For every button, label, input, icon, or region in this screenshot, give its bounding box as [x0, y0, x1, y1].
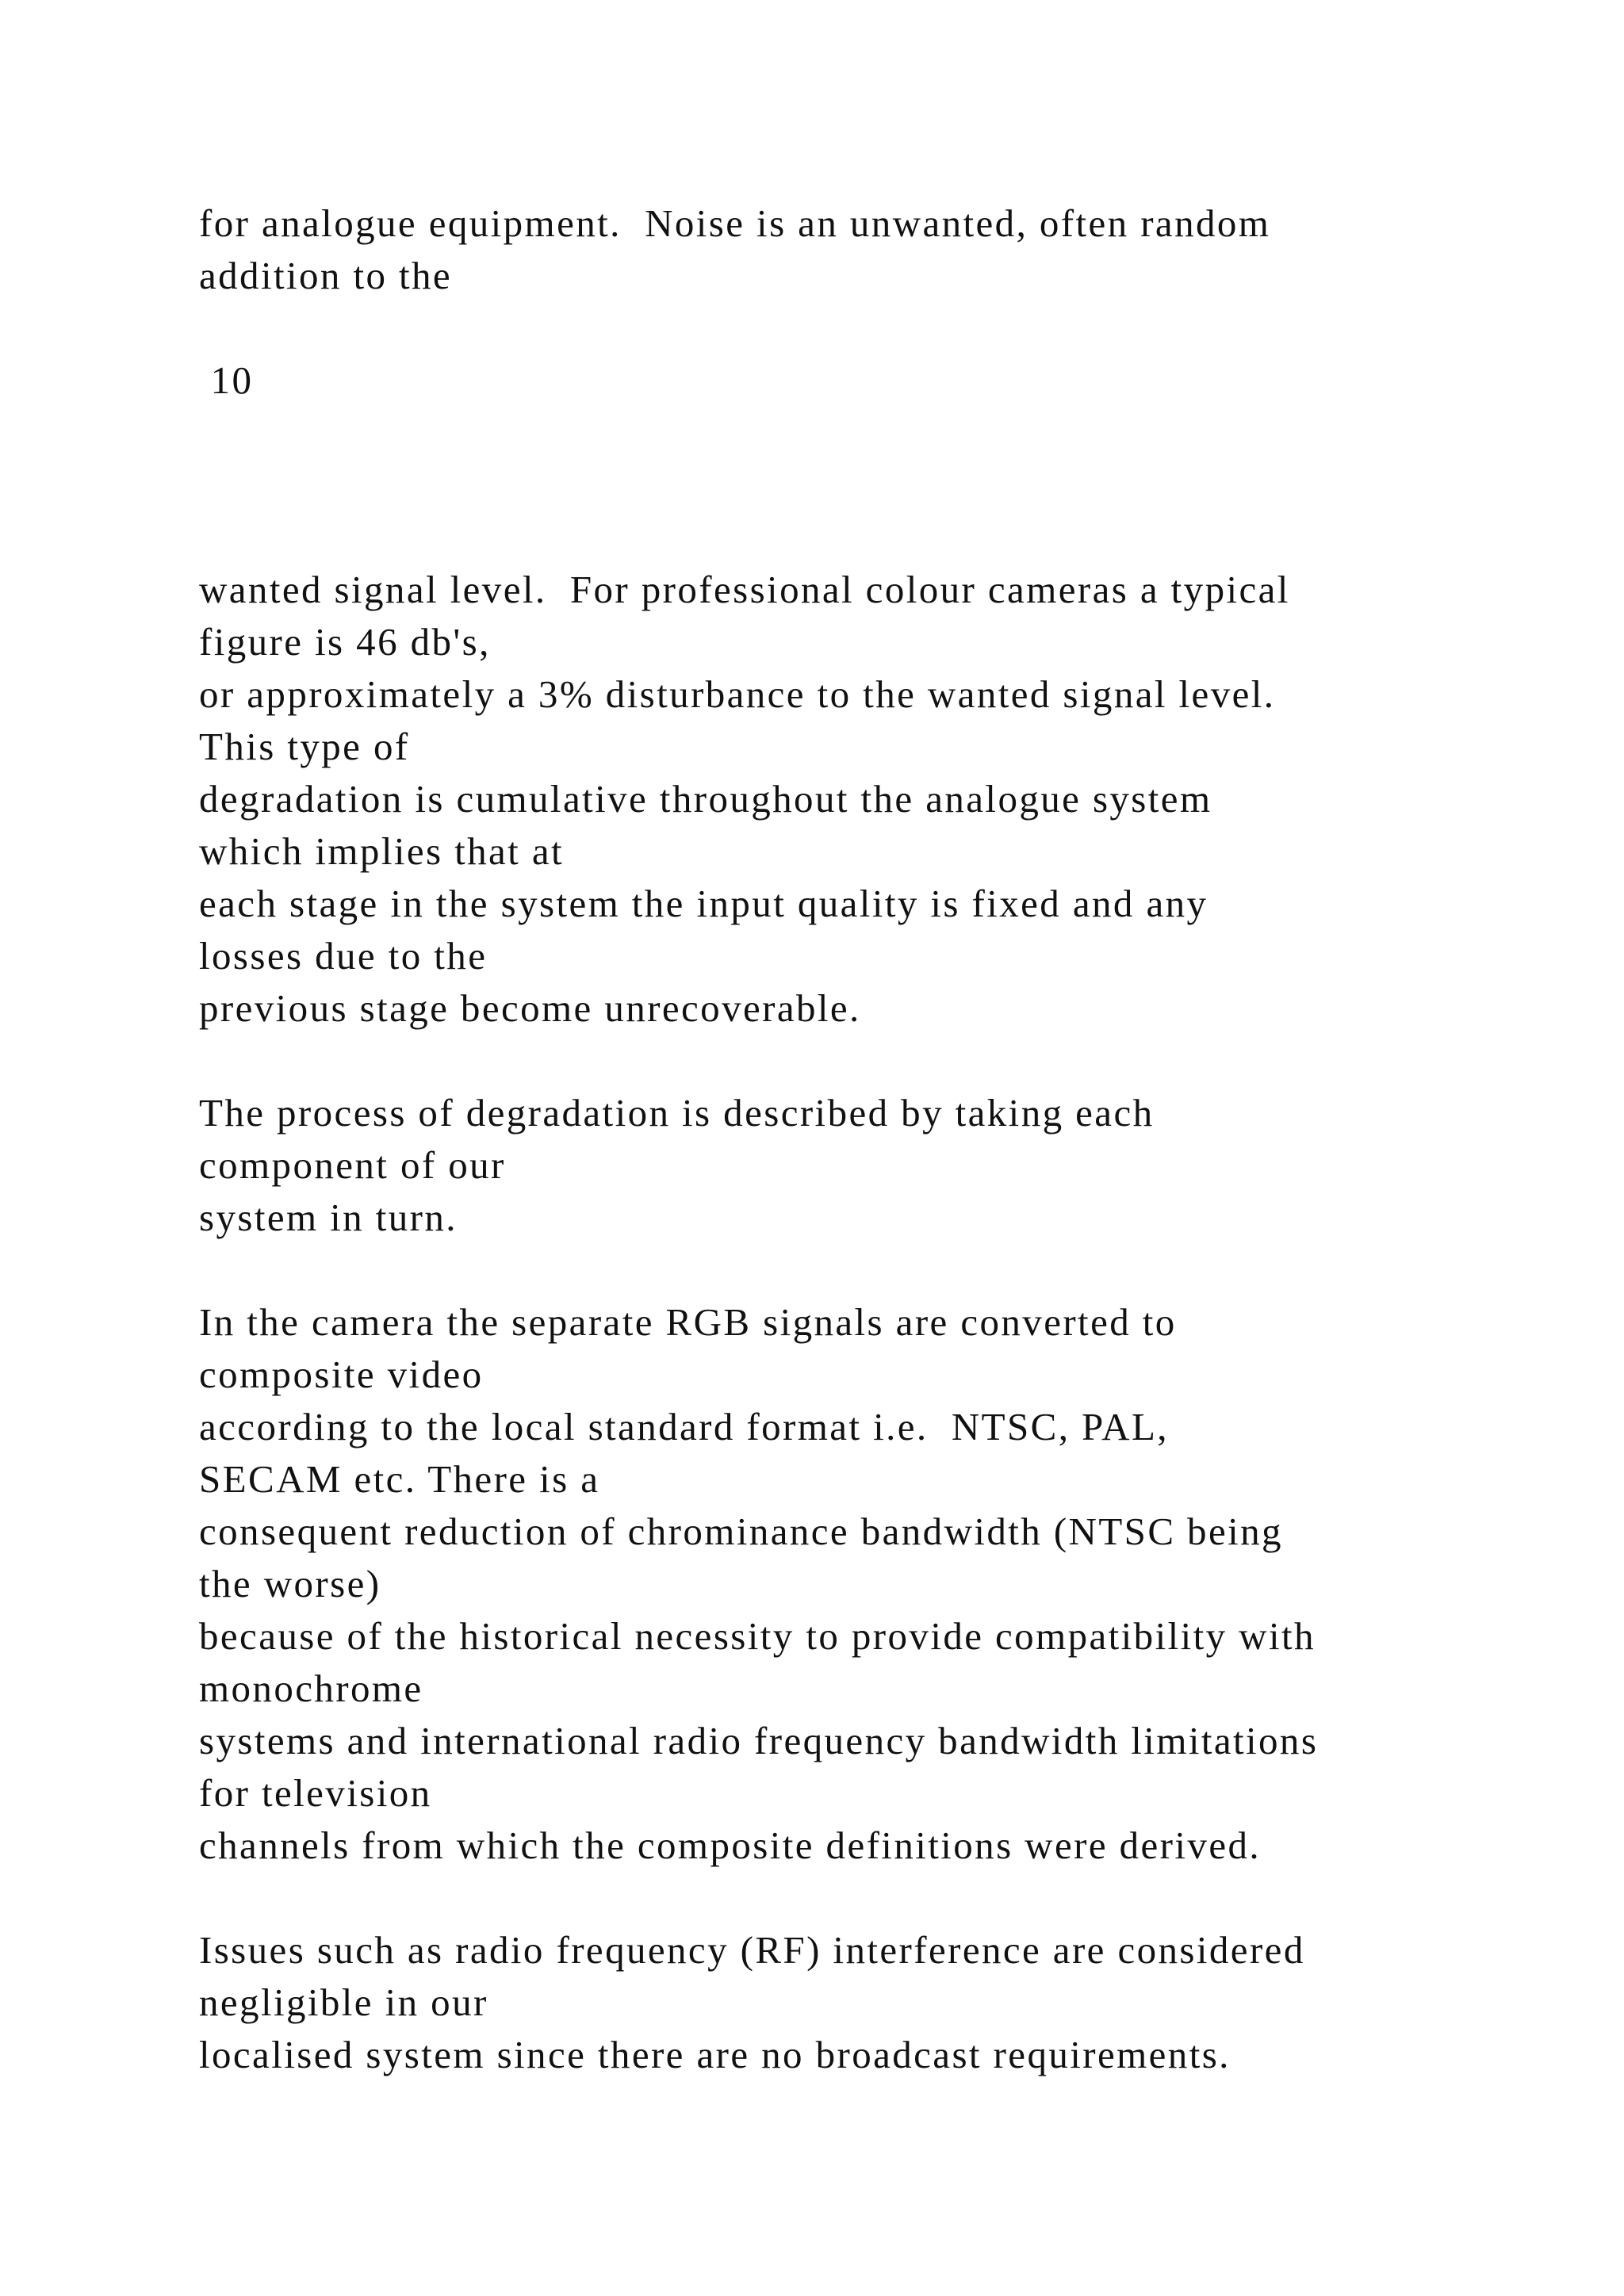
- text-line: wanted signal level. For professional colour cameras a typical: [199, 568, 1290, 611]
- text-line: localised system since there are no broadcast requirements.: [199, 2033, 1231, 2076]
- text-line: the worse): [199, 1562, 381, 1605]
- text-line: addition to the: [199, 254, 453, 297]
- text-line: previous stage become unrecoverable.: [199, 986, 861, 1030]
- text-line: channels from which the composite definitions were derived.: [199, 1823, 1262, 1867]
- text-line: losses due to the: [199, 934, 488, 978]
- text-line: systems and international radio frequency bandwidth limitations: [199, 1719, 1319, 1762]
- page-number: 10: [199, 358, 254, 402]
- text-line: SECAM etc. There is a: [199, 1457, 600, 1501]
- text-line: system in turn.: [199, 1196, 458, 1239]
- text-line: according to the local standard format i.e. NTSC, PAL,: [199, 1405, 1169, 1448]
- text-line: negligible in our: [199, 1980, 488, 2024]
- text-line: composite video: [199, 1353, 484, 1396]
- text-line: This type of: [199, 725, 410, 768]
- text-line: or approximately a 3% disturbance to the wanted signal level.: [199, 672, 1276, 716]
- text-line: which implies that at: [199, 829, 565, 873]
- text-line: The process of degradation is described by taking each: [199, 1091, 1155, 1135]
- text-line: Issues such as radio frequency (RF) interference are considered: [199, 1928, 1305, 1972]
- text-line: degradation is cumulative throughout the analogue system: [199, 777, 1212, 821]
- text-line: for analogue equipment. Noise is an unwanted, often random: [199, 201, 1271, 245]
- text-line: component of our: [199, 1143, 506, 1187]
- text-line: each stage in the system the input quality is fixed and any: [199, 882, 1208, 925]
- text-line: monochrome: [199, 1667, 423, 1710]
- text-line: consequent reduction of chrominance bandwidth (NTSC being: [199, 1510, 1283, 1553]
- text-line: because of the historical necessity to provide compatibility with: [199, 1614, 1316, 1658]
- text-line: figure is 46 db's,: [199, 620, 491, 664]
- text-line: In the camera the separate RGB signals are converted to: [199, 1300, 1177, 1344]
- text-line: for television: [199, 1771, 432, 1815]
